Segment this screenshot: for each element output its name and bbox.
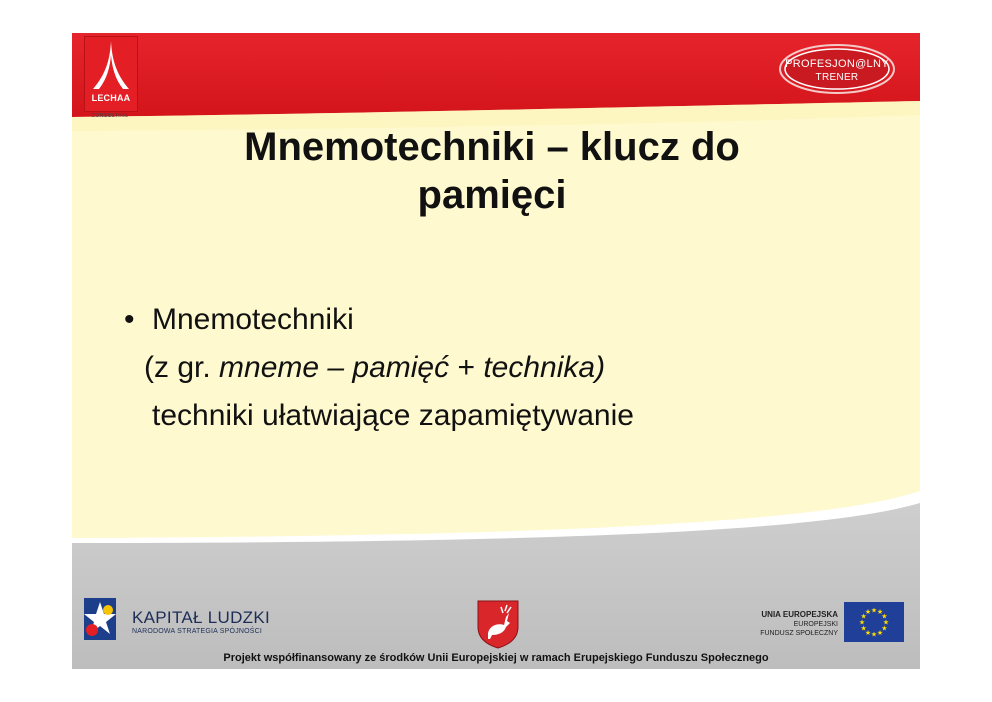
etymology-technika: technika) bbox=[483, 351, 606, 384]
bullet-text: Mnemotechniki bbox=[152, 303, 354, 336]
definition-line: techniki ułatwiające zapamiętywanie bbox=[152, 399, 634, 432]
ue-fund-line2: FUNDUSZ SPOŁECZNY bbox=[760, 630, 838, 637]
eu-star-icon: ★ bbox=[870, 631, 878, 639]
eu-stars bbox=[844, 602, 904, 642]
etymology-prefix: (z gr. bbox=[144, 351, 220, 384]
badge-line1: PROFESJON@LNY bbox=[785, 58, 889, 70]
profesjonalny-trener-badge bbox=[778, 43, 896, 95]
etymology-mneme: mneme – pamięć bbox=[219, 351, 450, 384]
eu-star-icon: ★ bbox=[881, 625, 888, 633]
eu-star-icon: ★ bbox=[864, 609, 872, 617]
ue-title: UNIA EUROPEJSKA bbox=[761, 610, 838, 619]
eu-star-icon: ★ bbox=[870, 607, 878, 615]
eu-flag-icon bbox=[844, 602, 904, 642]
etymology-plus: + bbox=[449, 351, 484, 384]
eu-star-icon: ★ bbox=[881, 613, 888, 621]
footer bbox=[72, 570, 920, 669]
slide-title-line1: Mnemotechniki – klucz do bbox=[244, 125, 740, 169]
slide-title bbox=[162, 123, 822, 219]
eu-star-icon: ★ bbox=[858, 619, 866, 627]
eu-star-icon: ★ bbox=[876, 629, 884, 637]
eu-star-icon: ★ bbox=[876, 609, 884, 617]
slide-content bbox=[106, 296, 866, 440]
lechaa-logo-text: LECHAA bbox=[91, 93, 131, 103]
eu-star-icon: ★ bbox=[860, 613, 867, 621]
etymology-line bbox=[106, 344, 866, 392]
ue-fund-line1: EUROPEJSKI bbox=[793, 621, 838, 628]
slide-title-line2: pamięci bbox=[417, 173, 567, 217]
bullet-marker: • bbox=[124, 303, 135, 336]
kapital-ludzki-star-icon bbox=[80, 594, 120, 644]
kapital-ludzki-title: KAPITAŁ LUDZKI bbox=[132, 608, 271, 627]
lechaa-logo bbox=[84, 36, 138, 112]
lublin-coat-of-arms-icon bbox=[476, 599, 520, 649]
eu-star-icon: ★ bbox=[860, 625, 867, 633]
eu-star-icon: ★ bbox=[882, 619, 890, 627]
eu-star-icon: ★ bbox=[864, 629, 872, 637]
bullet-item bbox=[106, 296, 866, 344]
lechaa-consulting-text: CONSULTING bbox=[91, 113, 129, 119]
slide bbox=[72, 33, 920, 669]
badge-line2: TRENER bbox=[815, 72, 859, 83]
kapital-ludzki-subtitle: NARODOWA STRATEGIA SPÓJNOŚCI bbox=[132, 628, 263, 635]
project-cofinancing-note: Projekt współfinansowany ze środków Unii Europejskiej w ramach Erupejskiego Funduszu Społecznego bbox=[223, 652, 769, 664]
